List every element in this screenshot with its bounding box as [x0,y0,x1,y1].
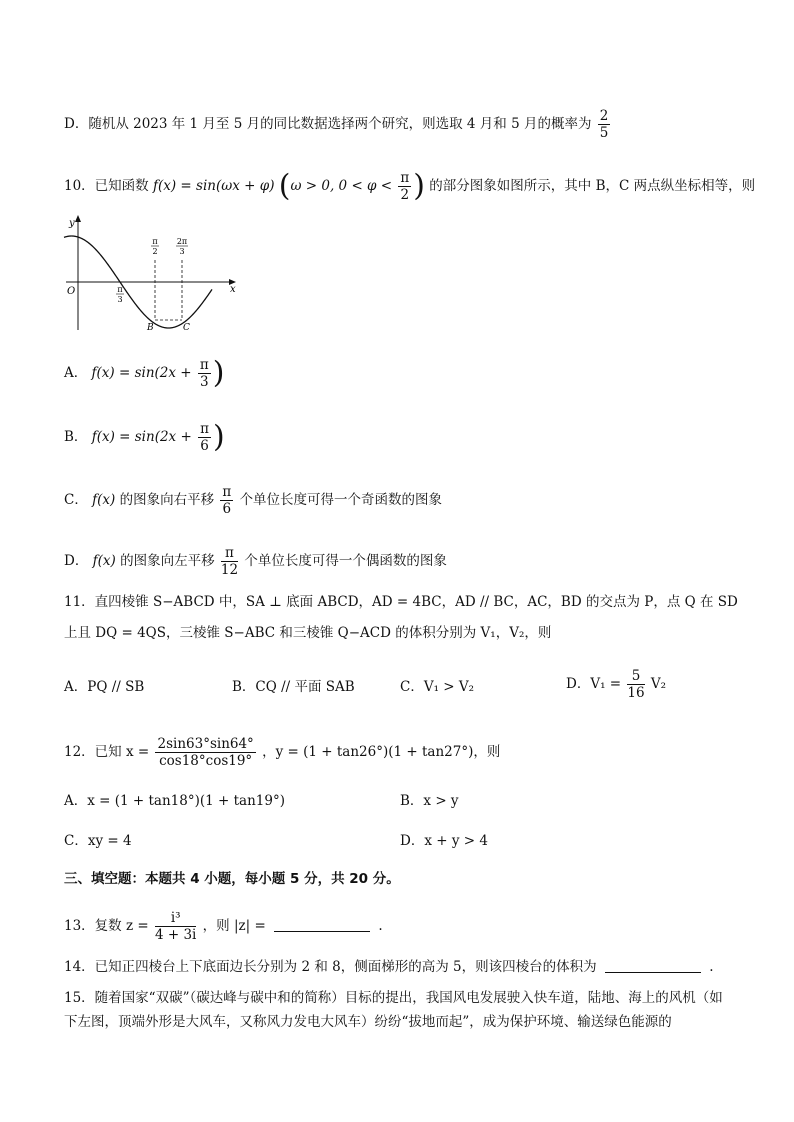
q10-point-b: B [147,323,154,333]
q10-option-c-func: f(x) [92,492,116,508]
q10-function: f(x) = sin(ωx + φ) [152,178,275,194]
q10-tick-2pi3-num: 2π [176,237,188,246]
q10-option-b[interactable]: B． f(x) = sin(2x + $\frac{\pi}{6}$ ) [64,419,225,455]
q10-option-c[interactable]: C． f(x) 的图象向右平移 $\frac{\pi}{6}$ 个单位长度可得一个奇函数的图象 [64,484,443,517]
q11-option-c[interactable]: C．V₁ > V₂ [400,679,475,695]
q15-stem: 15．随着国家“双碳”（碳达峰与碳中和的简称）目标的提出，我国风电发展驶入快车道，陆地、海上的风机（如下左图，顶端外形是大风车，又称风力发电大风车）纷纷“拔地而起”，成为保护环境、输送绿色能源的 [64,990,723,1030]
q10-point-c: C [183,323,190,333]
q12-option-c[interactable]: C．xy = 4 [64,833,132,849]
q9-option-d[interactable] [64,108,612,141]
q13-answer-blank[interactable] [274,931,370,932]
q10-y-label: y [69,218,75,229]
q10-stem: 10．已知函数 f(x) = sin(ωx + φ) (ω > 0, 0 < φ < $\frac{\pi}{2}$ ) 的部分图象如图所示，其中 B，C 两点纵坐标相等，则 [64,168,756,204]
q12-stem: 12．已知 x = $\frac{2\sin 63^\circ\sin 64^\circ}{\cos 18^\circ\cos 19^\circ}$ ，y = (1 + tan26°)(1 + tan27°)，则 [64,736,501,769]
q12-option-d[interactable]: D．x + y > 4 [400,833,488,849]
q13-stem: 13．复数 z = $\frac{\text{i³}}{4 + 3i}$ ，则 |z| = . [64,910,383,943]
q9-option-d-text: D．随机从 2023 年 1 月至 5 月的同比数据选择两个研究，则选取 4 月和 5 月的概率为 [64,116,592,132]
q10-tick-pi2-den: 2 [152,247,158,256]
q11-stem-line1: 11．直四棱锥 S−ABCD 中，SA ⊥ 底面 ABCD，AD = 4BC，AD // BC，AC，BD 的交点为 P，点 Q 在 SD [64,594,738,610]
q12-option-a[interactable]: A．x = (1 + tan18°)(1 + tan19°) [64,793,285,809]
q10-option-a-expr: f(x) = sin(2x + [91,365,192,381]
q10-condition: ω > 0, 0 < φ < [290,178,393,194]
q10-tick-2pi3-den: 3 [179,247,185,256]
q10-y-axis-arrow [75,215,81,222]
q10-tick-pi3-num: π [117,285,123,294]
q11-option-b[interactable]: B．CQ // 平面 SAB [232,679,355,695]
q14-answer-blank[interactable] [605,972,701,973]
q10-option-b-fraction: $\frac{\pi}{6}$ [200,421,209,454]
q10-option-d-fraction: $\frac{\pi}{12}$ [220,545,239,578]
q10-option-d-func: f(x) [92,553,116,569]
q10-sine-graph [62,212,242,336]
q10-option-a[interactable]: A． f(x) = sin(2x + $\frac{\pi}{3}$ ) [64,355,225,391]
q12-option-b[interactable]: B．x > y [400,793,459,809]
section-3-heading: 三、填空题：本题共 4 小题，每小题 5 分，共 20 分。 [64,871,400,887]
q10-option-c-fraction: $\frac{\pi}{6}$ [222,484,232,517]
q11-stem-line2: 上且 DQ = 4QS，三棱锥 S−ABC 和三棱锥 Q−ACD 的体积分别为 V₁，V₂，则 [64,625,552,641]
q10-option-b-expr: f(x) = sin(2x + [91,429,192,445]
q9-option-d-fraction: $\frac{2}{5}$ [599,108,609,141]
q11-option-d[interactable]: D．V₁ = $\frac{5}{16}$ V₂ [566,668,667,701]
q10-option-d[interactable]: D． f(x) 的图象向左平移 $\frac{\pi}{12}$ 个单位长度可得一个偶函数的图象 [64,545,447,578]
q10-tick-pi2-num: π [152,237,158,246]
q11-option-d-fraction: $\frac{5}{16}$ [627,668,645,701]
q10-tick-pi3-den: 3 [117,295,123,304]
q12-x-fraction: $\frac{2\sin 63^\circ\sin 64^\circ}{\cos 18^\circ\cos 19^\circ}$ [157,736,254,769]
q10-origin-label: O [67,286,76,297]
q10-condition-fraction: $\frac{\pi}{2}$ [400,170,410,203]
q13-fraction: $\frac{\text{i³}}{4 + 3i}$ [154,910,197,943]
q11-option-a[interactable]: A．PQ // SB [64,679,145,695]
q10-option-a-fraction: $\frac{\pi}{3}$ [199,357,209,390]
q14-stem: 14．已知正四棱台上下底面边长分别为 2 和 8，侧面梯形的高为 5，则该四棱台的体积为 . [64,959,714,975]
q10-x-label: x [230,284,236,295]
